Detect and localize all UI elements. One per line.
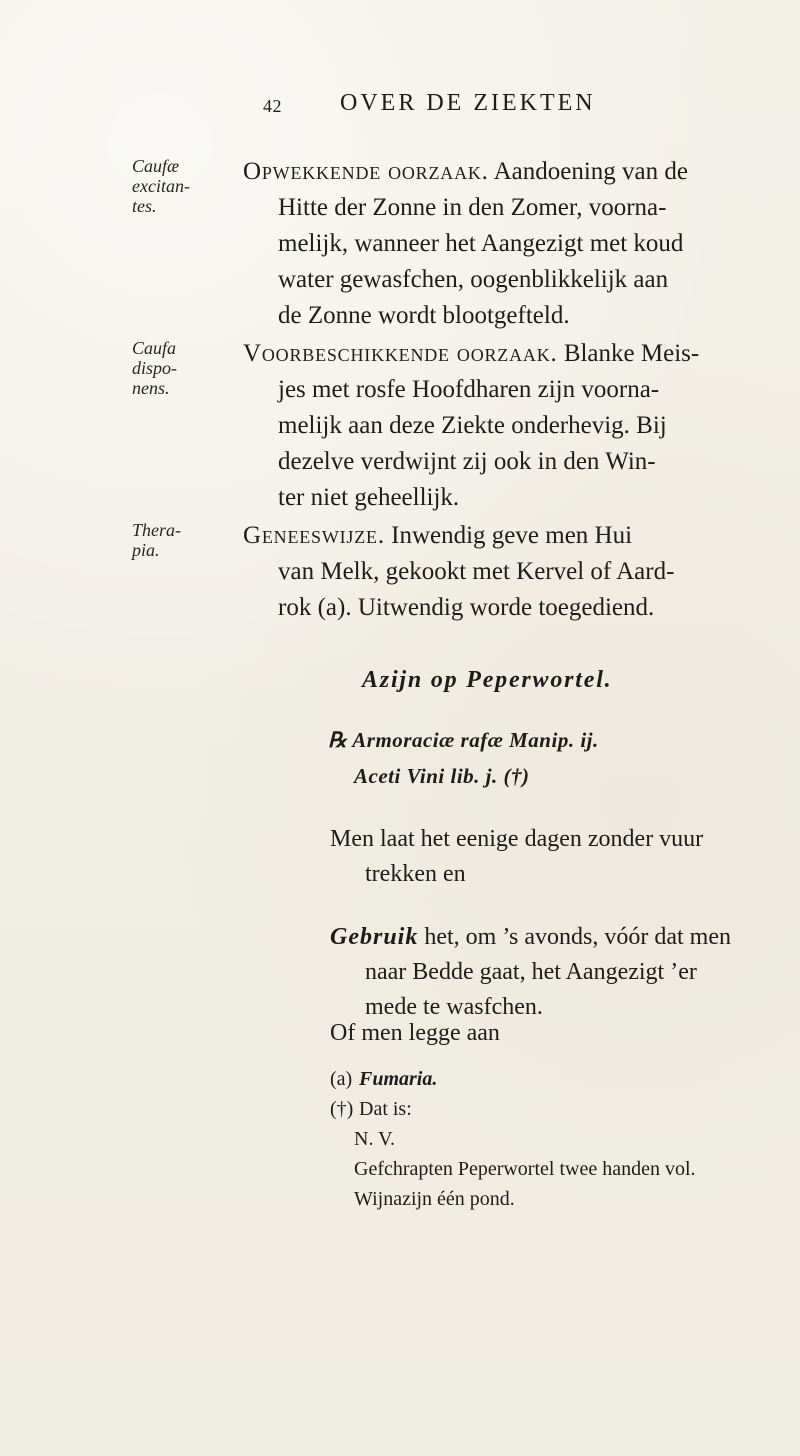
paragraph-line: ter niet geheellijk. — [278, 484, 460, 511]
running-title: OVER DE ZIEKTEN — [340, 90, 596, 116]
margin-note-line: pia. — [132, 540, 160, 560]
paragraph-line: melijk, wanneer het Aangezigt met koud — [278, 230, 684, 257]
paragraph-exciting-cause — [243, 154, 773, 334]
recipe-line: ℞ Armoraciæ rafæ Manip. ij. — [328, 728, 599, 752]
footnote-line: Wijnazijn één pond. — [354, 1188, 515, 1210]
usage-lead: Gebruik — [330, 924, 419, 950]
recipe-line: Aceti Vini lib. j. (†) — [354, 764, 530, 788]
footnote-text: Dat is: — [359, 1098, 412, 1120]
margin-note-line: excitan- — [132, 176, 190, 196]
paragraph-predisposing-cause — [243, 336, 773, 516]
paragraph-line: melijk aan deze Ziekte onderhevig. Bij — [278, 412, 667, 439]
text-line: mede te wasfchen. — [365, 994, 543, 1020]
paragraph-line: jes met rosfe Hoofdharen zijn voorna- — [278, 376, 660, 403]
margin-note-line: dispo- — [132, 358, 177, 378]
margin-note-line: Thera- — [132, 520, 181, 540]
footnote-line: N. V. — [354, 1128, 395, 1150]
footnote-a — [330, 1064, 760, 1094]
paragraph-text: Inwendig geve men Hui — [391, 522, 633, 549]
margin-note-line: Caufæ — [132, 156, 180, 176]
paragraph-lead: Voorbeschikkende oorzaak. — [243, 340, 558, 367]
paragraph-line: dezelve verdwijnt zij ook in den Win- — [278, 448, 656, 475]
margin-note-line: tes. — [132, 196, 157, 216]
text-block-alternative — [330, 1016, 760, 1051]
text-block-preparation — [330, 822, 760, 892]
margin-note-therapy — [132, 520, 181, 560]
text-line: Of men legge aan — [330, 1020, 500, 1046]
text-line: naar Bedde gaat, het Aangezigt ’er — [365, 959, 697, 985]
paragraph-lead: Opwekkende oorzaak. — [243, 158, 489, 185]
paragraph-line: de Zonne wordt blootgefteld. — [278, 302, 570, 329]
paragraph-line: water gewasfchen, oogenblikkelijk aan — [278, 266, 669, 293]
paragraph-lead: Geneeswijze. — [243, 522, 385, 549]
paragraph-therapy — [243, 518, 773, 626]
page-number: 42 — [263, 96, 282, 116]
text-line: Men laat het eenige dagen zonder vuur — [330, 826, 704, 852]
text-line: trekken en — [365, 861, 466, 887]
margin-note-line: Caufa — [132, 338, 177, 358]
paragraph-text: Aandoening van de — [493, 158, 688, 185]
paragraph-line — [243, 154, 773, 190]
paragraph-line — [243, 518, 773, 554]
footnote-mark: (†) — [330, 1098, 354, 1120]
text-segment: het, om ’s avonds, vóór dat men — [424, 924, 731, 950]
footnote-mark: (a) — [330, 1068, 353, 1090]
paragraph-line — [243, 336, 773, 372]
margin-note-line: nens. — [132, 378, 170, 398]
recipe-title: Azijn op Peperwortel. — [362, 667, 613, 693]
footnotes — [330, 1056, 760, 1214]
paragraph-line: Hitte der Zonne in den Zomer, voorna- — [278, 194, 667, 221]
footnote-text: Fumaria. — [359, 1068, 438, 1090]
margin-note-causes-predisposing — [132, 338, 177, 398]
margin-note-causes-exciting — [132, 156, 190, 216]
paragraph-line: rok (a). Uitwendig worde toegediend. — [278, 594, 655, 621]
text-line — [330, 920, 760, 955]
paragraph-text: Blanke Meis- — [563, 340, 700, 367]
footnote-line: Gefchrapten Peperwortel twee handen vol. — [354, 1158, 696, 1180]
text-block-usage — [330, 920, 760, 1025]
footnote-dagger — [330, 1094, 760, 1124]
paragraph-line: van Melk, gekookt met Kervel of Aard- — [278, 558, 675, 585]
page-header — [0, 90, 800, 136]
